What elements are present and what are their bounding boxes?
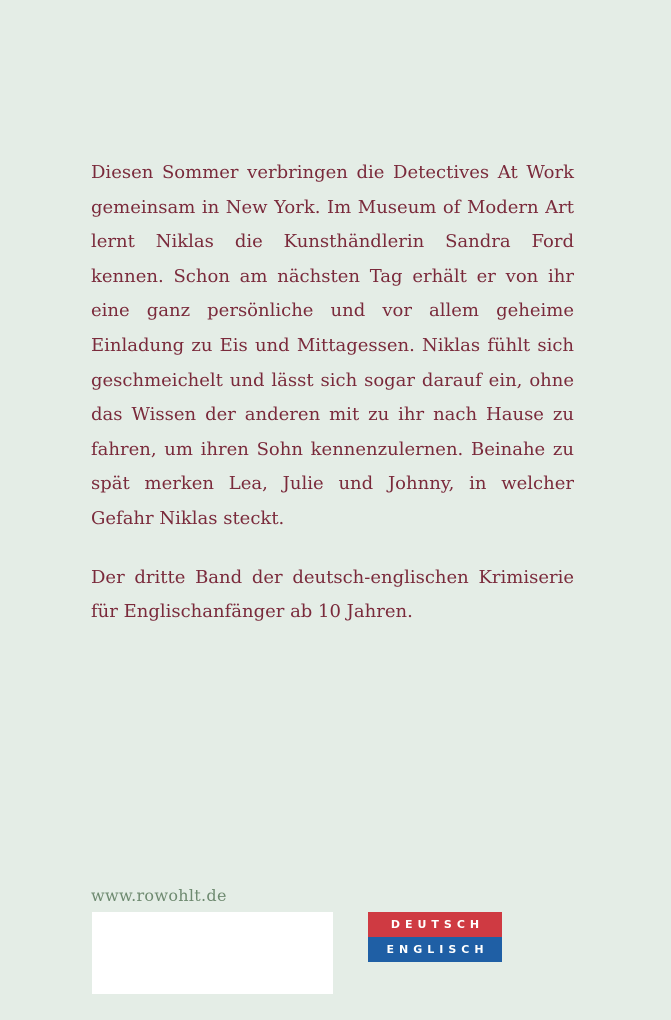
barcode-area bbox=[92, 912, 333, 994]
logo-englisch-label: ENGLISCH bbox=[368, 937, 502, 962]
publisher-url: www.rowohlt.de bbox=[91, 886, 227, 905]
blurb-paragraph-1: Diesen Sommer verbringen die Detectives At Work gemeinsam in New York. Im Museum of Modern Art lernt Niklas die Kunsthändlerin Sandra Ford kennen. Schon am nächsten Tag erhält er von ihr eine ganz persönliche und vor allem geheime Einladung zu Eis und Mittagessen. Niklas fühlt sich geschmeichelt und lässt sich sogar darauf ein, ohne das Wissen der anderen mit zu ihr nach Hause zu fahren, um ihren Sohn kennenzulernen. Beinahe zu spät merken Lea, Julie und Johnny, in welcher Gefahr Niklas steckt. bbox=[91, 162, 574, 529]
series-logo bbox=[368, 912, 502, 962]
logo-deutsch-label: DEUTSCH bbox=[368, 912, 502, 937]
blurb-paragraph-2: Der dritte Band der deutsch-englischen Krimiserie für Englischanfänger ab 10 Jahren. bbox=[91, 566, 574, 623]
back-cover-blurb bbox=[91, 156, 574, 654]
